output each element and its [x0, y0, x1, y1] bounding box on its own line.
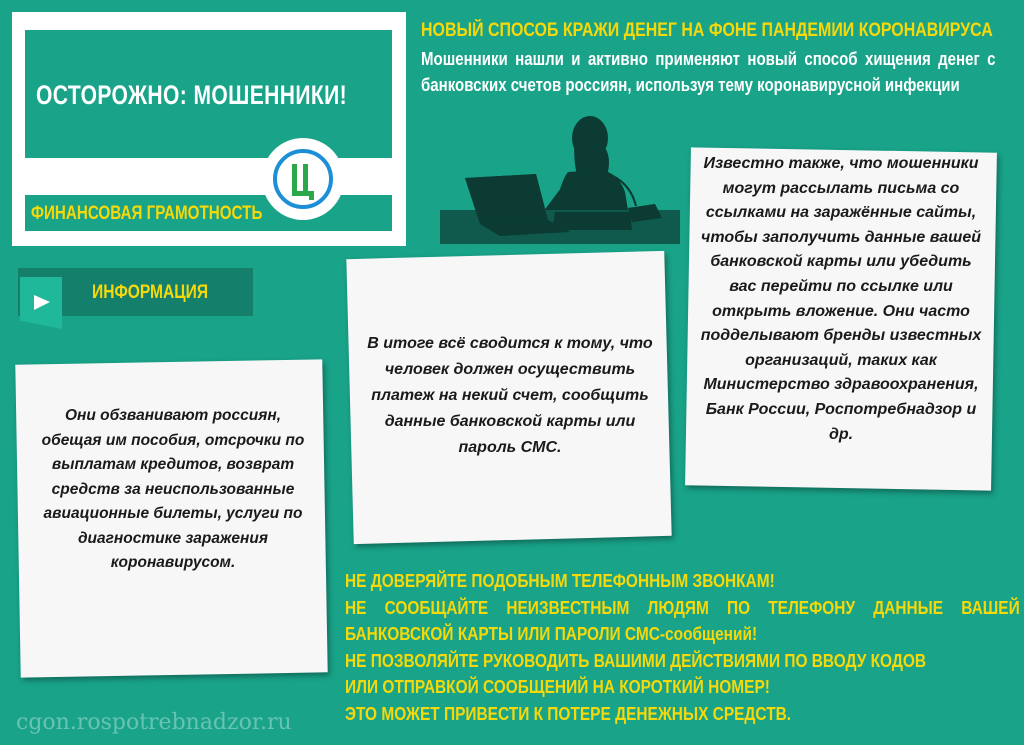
info-tab-label: ИНФОРМАЦИЯ [92, 282, 209, 303]
headline: НОВЫЙ СПОСОБ КРАЖИ ДЕНЕГ НА ФОНЕ ПАНДЕМИИ КОРОНАВИРУСА [421, 20, 993, 41]
note-right-text: Известно также, что мошенники могут рассылать письма со ссылками на заражённые сайты, чтобы заполучить данные вашей банковской карты или убедить вас перейти по ссылке или открыть вложение. Они часто подделывают бренды известных организаций, таких как Министерство здравоохранения, Банк России, Роспотребнадзор и др. [700, 155, 982, 443]
woman-phone-laptop-silhouette [440, 112, 680, 244]
info-tab-marker [20, 277, 62, 329]
cgon-logo-icon [262, 138, 344, 220]
warning-line: ЭТО МОЖЕТ ПРИВЕСТИ К ПОТЕРЕ ДЕНЕЖНЫХ СРЕДСТВ. [345, 702, 792, 724]
page-subtitle: ФИНАНСОВАЯ ГРАМОТНОСТЬ [31, 203, 263, 224]
note-left-text: Они обзванивают россиян, обещая им пособия, отсрочки по выплатам кредитов, возврат средств за неиспользованные авиационные билеты, услуги по диагностике заражения коронавирусом. [41, 407, 305, 571]
warning-line: НЕ СООБЩАЙТЕ НЕИЗВЕСТНЫМ ЛЮДЯМ ПО ТЕЛЕФОНУ ДАННЫЕ ВАШЕЙ [345, 596, 1020, 618]
note-center-text: В итоге всё сводится к тому, что человек должен осуществить платеж на некий счет, сообщить данные банковской карты или пароль СМС. [367, 335, 653, 456]
warnings-block [345, 568, 1020, 727]
warning-line: БАНКОВСКОЙ КАРТЫ ИЛИ ПАРОЛИ СМС-сообщений! [345, 623, 758, 644]
play-arrow-icon [20, 277, 62, 329]
warning-line: НЕ ДОВЕРЯЙТЕ ПОДОБНЫМ ТЕЛЕФОННЫМ ЗВОНКАМ! [345, 570, 775, 591]
warning-line: ИЛИ ОТПРАВКОЙ СООБЩЕНИЙ НА КОРОТКИЙ НОМЕР! [345, 676, 770, 697]
logo-badge [262, 138, 344, 220]
intro-text: Мошенники нашли и активно применяют новый способ хищения денег с банковских счетов россиян, используя тему коронавирусной инфекции [421, 49, 996, 95]
page-title: ОСТОРОЖНО: МОШЕННИКИ! [36, 80, 348, 110]
watermark: cgon.rospotrebnadzor.ru [16, 710, 292, 735]
warning-line: НЕ ПОЗВОЛЯЙТЕ РУКОВОДИТЬ ВАШИМИ ДЕЙСТВИЯМИ ПО ВВОДУ КОДОВ [345, 649, 927, 671]
